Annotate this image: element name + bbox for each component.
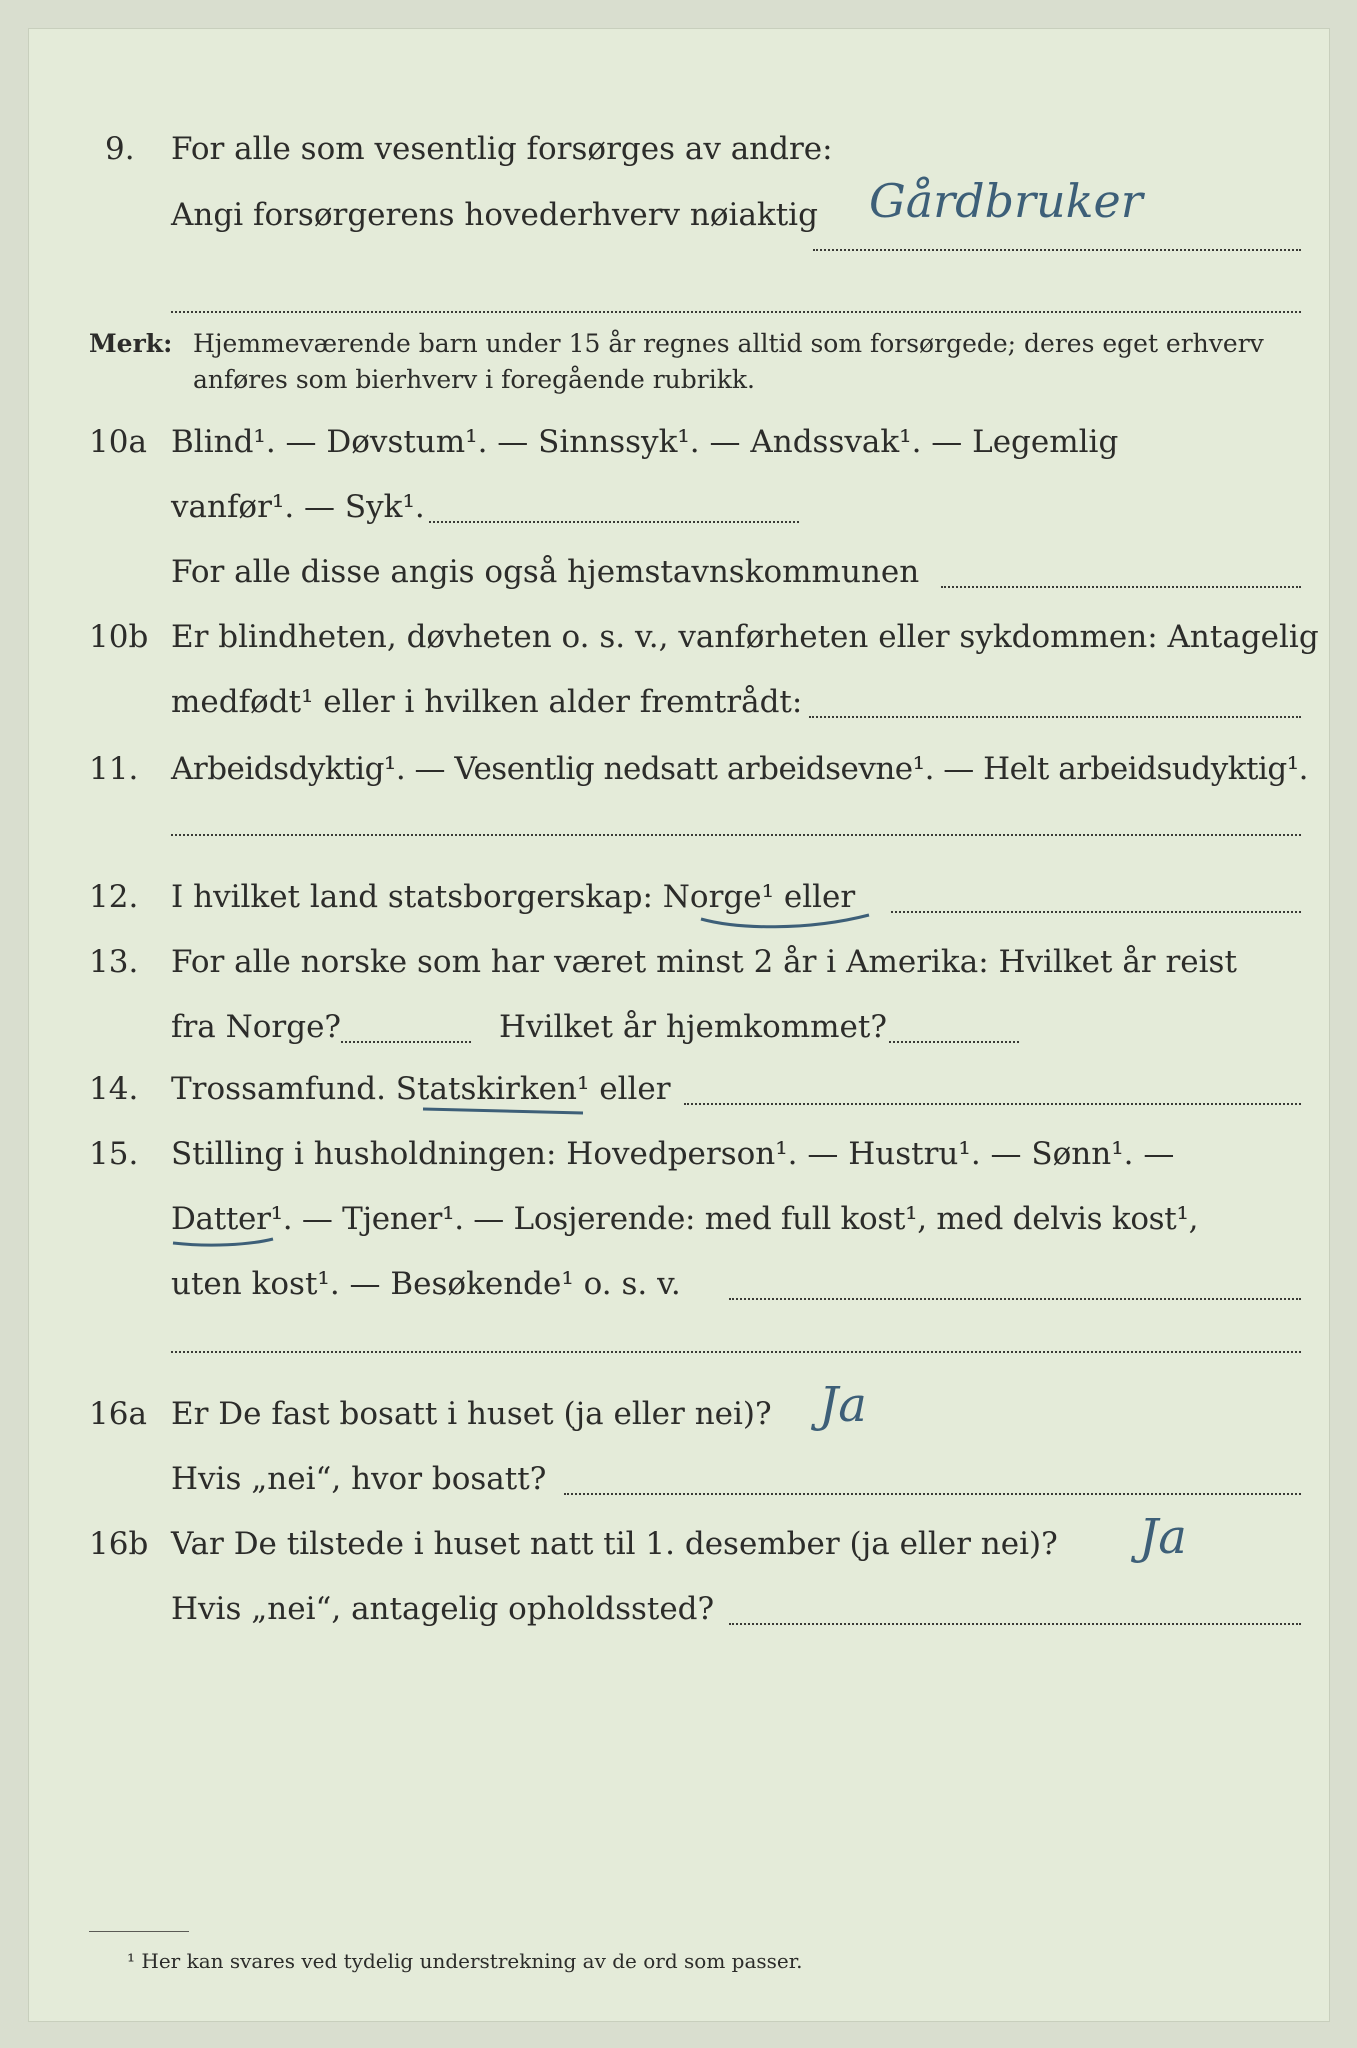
footnote-rule bbox=[89, 1931, 189, 1932]
statskirken-underline-mark bbox=[419, 1101, 589, 1121]
q10a-hjemstavn-line bbox=[941, 586, 1301, 588]
q16b-opholdssted-line bbox=[729, 1623, 1301, 1625]
q13-line2b: Hvilket år hjemkommet? bbox=[499, 1009, 887, 1045]
q9-answer-line bbox=[813, 249, 1301, 251]
q11-answer-line bbox=[171, 834, 1301, 836]
q13-line1: For alle norske som har været minst 2 år i Amerika: Hvilket år reist bbox=[171, 944, 1237, 980]
q16b-number: 16b bbox=[89, 1526, 149, 1562]
q13-number: 13. bbox=[89, 944, 139, 980]
q10b-number: 10b bbox=[89, 619, 149, 655]
census-form-page bbox=[28, 28, 1330, 2022]
q10a-line2: vanfør¹. — Syk¹. bbox=[171, 489, 425, 525]
q15-line2: Datter¹. — Tjener¹. — Losjerende: med full kost¹, med delvis kost¹, bbox=[171, 1201, 1199, 1237]
q13-line2a: fra Norge? bbox=[171, 1009, 342, 1045]
q12-answer-line bbox=[891, 911, 1301, 913]
q15-line3: uten kost¹. — Besøkende¹ o. s. v. bbox=[171, 1266, 681, 1302]
q15-extra-line bbox=[171, 1351, 1301, 1353]
q16a-line2: Hvis „nei“, hvor bosatt? bbox=[171, 1461, 547, 1497]
q9-line2: Angi forsørgerens hovederhverv nøiaktig bbox=[171, 197, 818, 233]
q16a-line1: Er De fast bosatt i huset (ja eller nei)? bbox=[171, 1396, 772, 1432]
q16b-line2: Hvis „nei“, antagelig opholdssted? bbox=[171, 1591, 715, 1627]
q16b-line1: Var De tilstede i huset natt til 1. desember (ja eller nei)? bbox=[171, 1526, 1058, 1562]
merk-label: Merk: bbox=[89, 329, 173, 358]
q10a-line1: Blind¹. — Døvstum¹. — Sinnssyk¹. — Andssvak¹. — Legemlig bbox=[171, 424, 1119, 460]
q15-answer-line bbox=[729, 1298, 1301, 1300]
q15-number: 15. bbox=[89, 1136, 139, 1172]
merk-line2: anføres som bierhverv i foregående rubrikk. bbox=[193, 365, 755, 394]
datter-underline-mark bbox=[169, 1233, 279, 1253]
q9-extra-line bbox=[171, 311, 1301, 313]
q10a-line3: For alle disse angis også hjemstavnskommunen bbox=[171, 554, 920, 590]
q14-number: 14. bbox=[89, 1071, 139, 1107]
q14-answer-line bbox=[684, 1103, 1301, 1105]
q9-line1: For alle som vesentlig forsørges av andre: bbox=[171, 131, 833, 167]
q16b-handwritten-answer: Ja bbox=[1139, 1509, 1187, 1565]
q9-handwritten-answer: Gårdbruker bbox=[869, 174, 1143, 228]
q11-line1: Arbeidsdyktig¹. — Vesentlig nedsatt arbeidsevne¹. — Helt arbeidsudyktig¹. bbox=[171, 751, 1309, 787]
q10a-syk-line bbox=[429, 521, 799, 523]
q13-hjemkommet-line bbox=[889, 1041, 1019, 1043]
footnote-text: ¹ Her kan svares ved tydelig understrekning av de ord som passer. bbox=[127, 1949, 803, 1973]
q11-number: 11. bbox=[89, 751, 139, 787]
q15-line1: Stilling i husholdningen: Hovedperson¹. — Hustru¹. — Sønn¹. — bbox=[171, 1136, 1175, 1172]
norge-underline-mark bbox=[697, 905, 877, 935]
q10b-line2: medfødt¹ eller i hvilken alder fremtrådt: bbox=[171, 684, 803, 720]
q12-number: 12. bbox=[89, 879, 139, 915]
q10b-answer-line bbox=[809, 716, 1301, 718]
q14-line1: Trossamfund. Statskirken¹ eller bbox=[171, 1071, 671, 1107]
q10a-number: 10a bbox=[89, 424, 147, 460]
q16a-number: 16a bbox=[89, 1396, 147, 1432]
q12-line1: I hvilket land statsborgerskap: Norge¹ eller bbox=[171, 879, 856, 915]
q13-reist-line bbox=[341, 1041, 471, 1043]
q10b-line1: Er blindheten, døvheten o. s. v., vanførheten eller sykdommen: Antagelig bbox=[171, 619, 1319, 655]
merk-line1: Hjemmeværende barn under 15 år regnes alltid som forsørgede; deres eget erhverv bbox=[193, 329, 1264, 358]
q9-number: 9. bbox=[105, 131, 135, 167]
q16a-bosatt-line bbox=[564, 1493, 1301, 1495]
q16a-handwritten-answer: Ja bbox=[819, 1377, 867, 1433]
